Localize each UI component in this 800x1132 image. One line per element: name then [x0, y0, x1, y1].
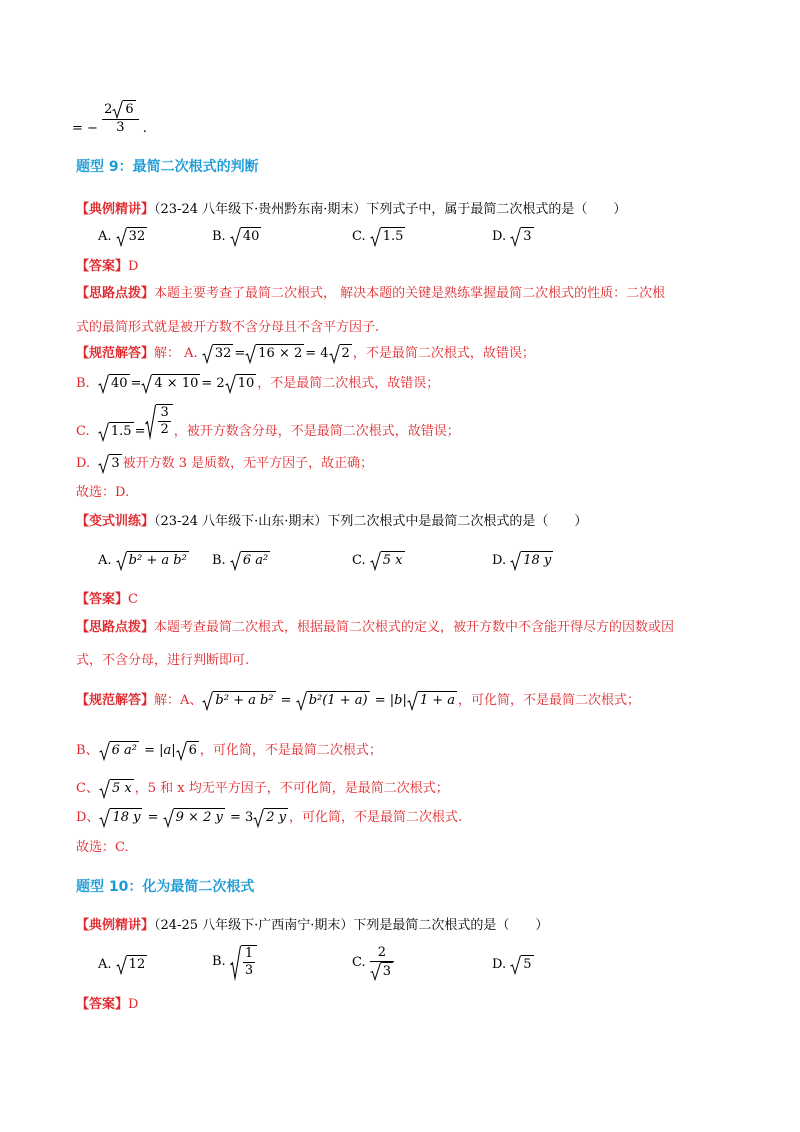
q9-hint-2: 式的最简形式就是被开方数不含分母且不含平方因子. — [76, 320, 380, 335]
variant-option-a: A. b² + a b² — [98, 551, 190, 571]
q9-option-a: A. 32 — [98, 227, 148, 247]
top-result: = − 2 6 3 . — [72, 102, 147, 136]
section-title-10: 题型 10：化为最简二次根式 — [76, 879, 255, 895]
variant-hint-1: 【思路点拨】本题考查最简二次根式，根据最简二次根式的定义，被开方数中不含能开得尽方的因数或因 — [76, 620, 675, 635]
q10-option-c: C. $\frac{2}{3}$ — [352, 945, 394, 985]
section-title-9: 题型 9：最简二次根式的判断 — [76, 159, 259, 175]
q9-solution-a: 【规范解答】解： A. 32 = 16 × 2 = 4 2 ，不是最简二次根式，故错误； — [76, 344, 535, 364]
variant-solution-c: C、 5 x ，5 和 x 均无平方因子，不可化简，是最简二次根式； — [76, 779, 449, 799]
q9-select: 故选：D. — [76, 485, 130, 500]
variant-answer: 【答案】C — [76, 592, 138, 607]
q10-option-d: D. 5 — [492, 955, 535, 975]
q10-option-b: B. $\frac{1}{3}$ — [212, 945, 258, 985]
q10-example: 【典例精讲】（24-25 八年级下·广西南宁·期末）下列是最简二次根式的是（ ） — [76, 918, 549, 933]
radical: 6 — [112, 100, 135, 119]
q10-option-a: A. 12 — [98, 955, 148, 975]
q10-answer: 【答案】D — [76, 997, 139, 1012]
q9-solution-b: B. 40 = 4 × 10 = 2 10 ，不是最简二次根式，故错误； — [76, 374, 439, 394]
variant-solution-d: D、 18 y = 9 × 2 y = 3 2 y ，可化简，不是最简二次根式. — [76, 808, 462, 828]
top-prefix: = − — [72, 120, 98, 136]
q9-hint-1: 【思路点拨】本题主要考查了最简二次根式， 解决本题的关键是熟练掌握最简二次根式的性质：二次根 — [76, 286, 666, 301]
variant-solution-b: B、 6 a² = |a| 6 ，可化简，不是最简二次根式； — [76, 741, 382, 761]
q9-option-b: B. 40 — [212, 227, 262, 247]
variant-option-c: C. 5 x — [352, 551, 406, 571]
q9-answer: 【答案】D — [76, 259, 139, 274]
q9-example: 【典例精讲】（23-24 八年级下·贵州黔东南·期末）下列式子中，属于最简二次根式的是（ ） — [76, 202, 627, 217]
variant-question: 【变式训练】（23-24 八年级下·山东·期末）下列二次根式中是最简二次根式的是（ ） — [76, 514, 588, 529]
q9-solution-c: C. 1.5 = $\frac{3}{2}$ ，被开方数含分母，不是最简二次根式，故错误； — [76, 404, 460, 444]
q9-solution-d: D. 3 被开方数 3 是质数，无平方因子，故正确； — [76, 454, 373, 474]
variant-option-d: D. 18 y — [492, 551, 554, 571]
variant-select: 故选：C. — [76, 840, 129, 855]
variant-solution-a: 【规范解答】解：A、 b² + a b² = b²(1 + a) = |b| 1 + a ，可化简，不是最简二次根式； — [76, 691, 640, 711]
q9-option-c: C. 1.5 — [352, 227, 406, 247]
variant-option-b: B. 6 a² — [212, 551, 271, 571]
variant-hint-2: 式，不含分母，进行判断即可. — [76, 653, 250, 668]
q9-option-d: D. 3 — [492, 227, 535, 247]
top-fraction: 2 6 3 — [102, 100, 139, 136]
